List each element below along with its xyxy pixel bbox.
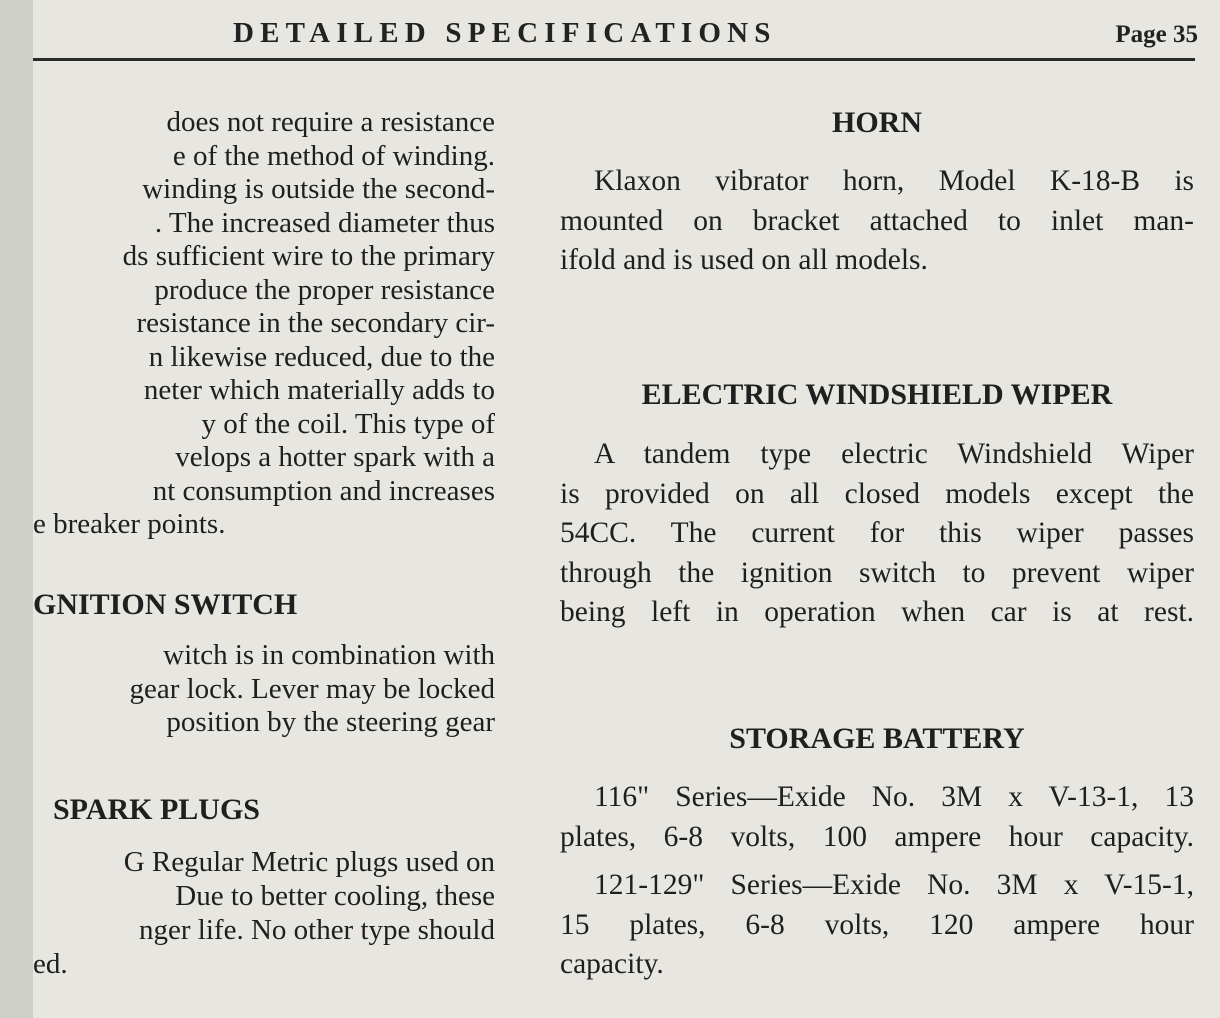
ignition-switch-heading: GNITION SWITCH [33,588,298,621]
text-line: G Regular Metric plugs used on [123,846,495,878]
battery-paragraph-121-129 [560,866,1194,985]
text-line: 116" Series—Exide No. 3M x V-13-1, 13 [594,781,1194,813]
page-number: Page 35 [1115,21,1198,48]
document-page [33,0,1220,1018]
text-line: A tandem type electric Windshield Wiper [594,438,1194,470]
coil-paragraph [33,106,495,542]
text-line: winding is outside the second- [142,173,495,205]
text-line: is provided on all closed models except the [560,477,1194,510]
text-line: ds sufficient wire to the primary [122,240,495,272]
battery-paragraph-116 [560,778,1194,857]
text-line: nger life. No other type should [139,914,495,946]
horn-heading: HORN [832,106,922,139]
page-header [33,0,1220,62]
text-line: . The increased diameter thus [154,206,495,239]
text-line: e breaker points. [33,508,226,540]
text-line: y of the coil. This type of [201,407,495,440]
text-line: mounted on bracket attached to inlet man- [560,204,1194,237]
text-line: ifold and is used on all models. [560,244,928,276]
text-line: ed. [33,948,68,980]
text-line: capacity. [560,948,664,980]
text-line: plates, 6-8 volts, 100 ampere hour capacity. [560,820,1194,853]
header-rule [33,58,1195,61]
storage-battery-heading: STORAGE BATTERY [729,722,1025,755]
spark-plugs-heading: SPARK PLUGS [53,793,260,826]
text-line: e of the method of winding. [172,139,495,172]
text-line: nt consumption and increases [152,474,495,507]
text-line: produce the proper resistance [154,273,495,306]
text-line: gear lock. Lever may be locked [129,672,495,705]
text-line: n likewise reduced, due to the [148,340,495,373]
text-line: 121-129" Series—Exide No. 3M x V-15-1, [594,869,1194,901]
text-line: 15 plates, 6-8 volts, 120 ampere hour [560,908,1194,941]
text-line: position by the steering gear [166,706,495,738]
text-line: resistance in the secondary cir- [136,307,495,339]
text-line: velops a hotter spark with a [175,441,495,473]
header-title: DETAILED SPECIFICATIONS [233,17,777,49]
windshield-wiper-heading: ELECTRIC WINDSHIELD WIPER [641,378,1113,411]
text-line: 54CC. The current for this wiper passes [560,517,1194,549]
ignition-paragraph [33,639,495,740]
left-column [33,106,495,542]
text-line: through the ignition switch to prevent wiper [560,556,1194,589]
windshield-wiper-paragraph [560,435,1194,633]
text-line: Due to better cooling, these [175,880,495,912]
horn-paragraph [560,162,1194,281]
text-line: witch is in combination with [163,639,495,671]
spark-plugs-paragraph [33,845,495,981]
text-line: does not require a resistance [166,106,495,138]
text-line: being left in operation when car is at rest. [560,596,1194,628]
text-line: Klaxon vibrator horn, Model K-18-B is [594,165,1194,197]
text-line: neter which materially adds to [143,374,495,406]
